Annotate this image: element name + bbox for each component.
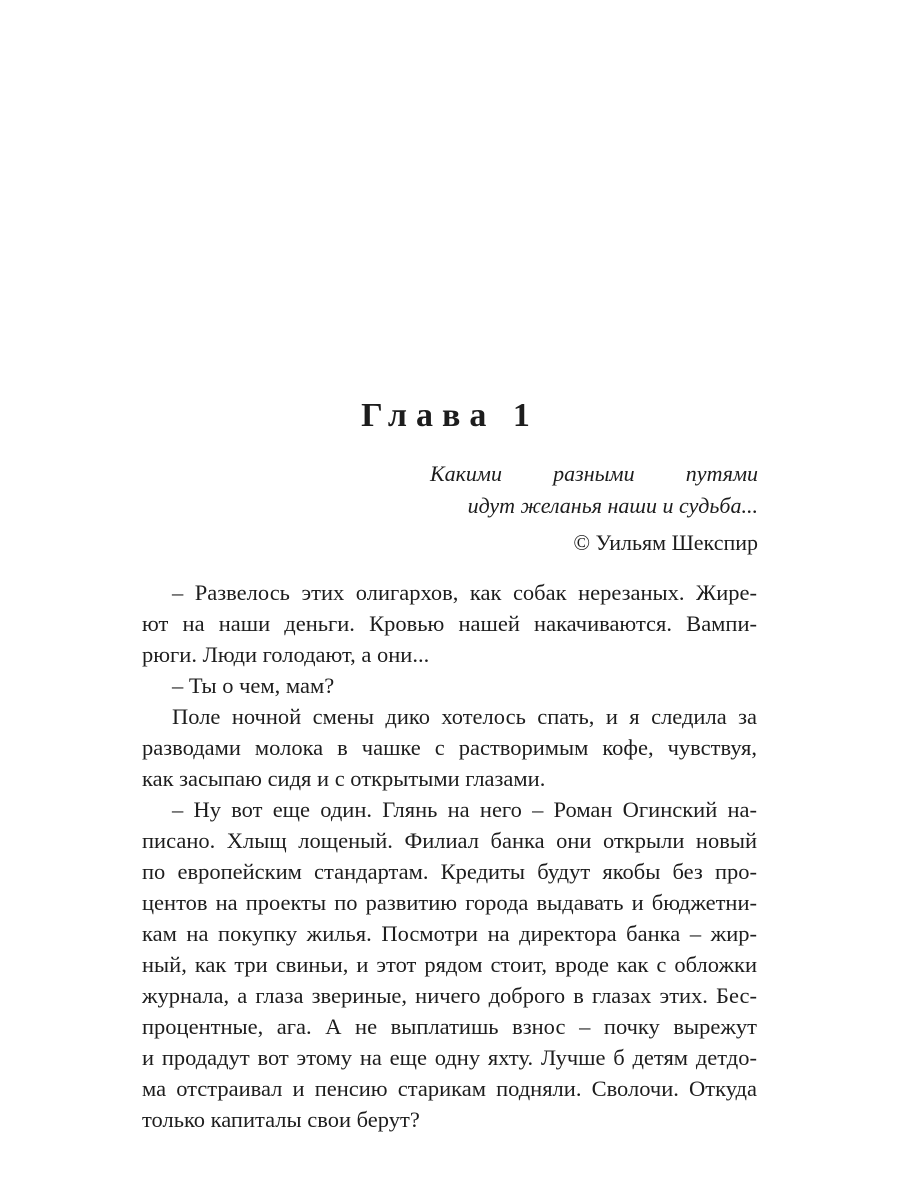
body-text-line: центов на проекты по развитию города выдавать и бюджетни- bbox=[142, 890, 757, 915]
body-text-line: Поле ночной смены дико хотелось спать, и я следила за bbox=[172, 704, 757, 729]
body-text-line: – Развелось этих олигархов, как собак нерезаных. Жире- bbox=[172, 580, 757, 605]
body-text-line: как засыпаю сидя и с открытыми глазами. bbox=[142, 766, 546, 791]
body-text-line: ют на наши деньги. Кровью нашей накачиваются. Вампи- bbox=[142, 611, 757, 636]
body-text-line: кам на покупку жилья. Посмотри на директора банка – жир- bbox=[142, 921, 757, 946]
body-text-line: по европейским стандартам. Кредиты будут якобы без про- bbox=[142, 859, 757, 884]
body-text-line: писано. Хлыщ лощеный. Филиал банка они открыли новый bbox=[142, 828, 757, 853]
body-text-line: только капиталы свои берут? bbox=[142, 1107, 420, 1132]
body-text-line: – Ты о чем, мам? bbox=[172, 673, 335, 698]
body-text-line: – Ну вот еще один. Глянь на него – Роман Огинский на- bbox=[172, 797, 757, 822]
body-text-line: рюги. Люди голодают, а они... bbox=[142, 642, 430, 667]
epigraph-line: Какими разными путями bbox=[430, 461, 758, 486]
body-text-line: разводами молока в чашке с растворимым кофе, чувствуя, bbox=[142, 735, 757, 760]
body-text-line: ма отстраивал и пенсию старикам подняли. Сволочи. Откуда bbox=[142, 1076, 757, 1101]
epigraph-attribution: © Уильям Шекспир bbox=[573, 530, 758, 555]
body-text-line: и продадут вот этому на еще одну яхту. Лучше б детям детдо- bbox=[142, 1045, 757, 1070]
epigraph bbox=[430, 458, 758, 559]
body-text-line: ный, как три свиньи, и этот рядом стоит, вроде как с обложки bbox=[142, 952, 757, 977]
body-text-line: журнала, а глаза звериные, ничего доброго в глазах этих. Бес- bbox=[142, 983, 757, 1008]
chapter-title: Глава 1 bbox=[361, 397, 539, 434]
epigraph-line: идут желанья наши и судьба... bbox=[467, 493, 758, 518]
body-text-line: процентные, ага. А не выплатишь взнос – почку вырежут bbox=[142, 1014, 757, 1039]
